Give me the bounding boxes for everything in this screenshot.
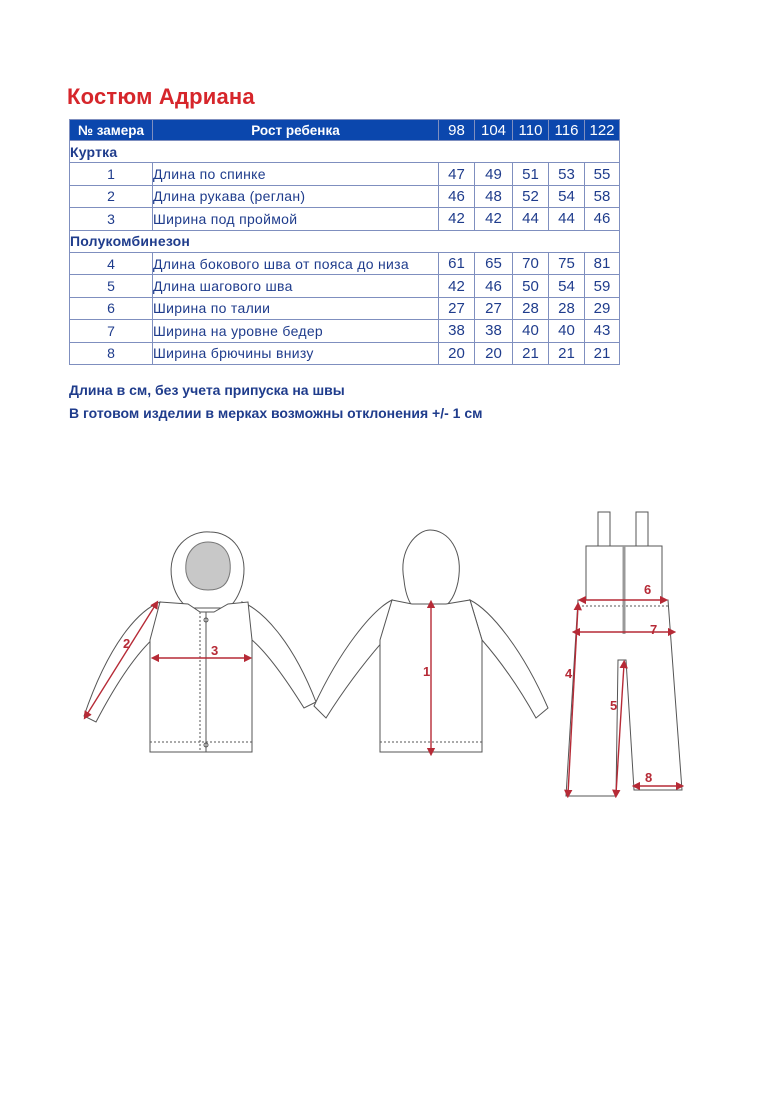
row-number: 2 <box>70 185 153 207</box>
row-value: 48 <box>475 185 513 207</box>
row-value: 47 <box>439 163 475 185</box>
row-number: 5 <box>70 275 153 297</box>
row-value: 46 <box>585 208 620 230</box>
page-title: Костюм Адриана <box>67 84 255 109</box>
overalls-drawing <box>566 512 682 796</box>
header-size: 98 <box>439 120 475 141</box>
row-name: Длина по спинке <box>153 163 439 185</box>
row-value: 46 <box>475 275 513 297</box>
row-value: 27 <box>439 297 475 319</box>
header-size: 110 <box>513 120 549 141</box>
row-number: 3 <box>70 208 153 230</box>
row-value: 20 <box>475 342 513 364</box>
jacket-front-drawing <box>84 532 316 752</box>
row-value: 54 <box>549 275 585 297</box>
row-name: Длина шагового шва <box>153 275 439 297</box>
measure-label-5: 5 <box>610 698 618 713</box>
section-title: Куртка <box>70 141 620 163</box>
row-value: 43 <box>585 320 620 342</box>
row-name: Ширина под проймой <box>153 208 439 230</box>
row-value: 42 <box>439 208 475 230</box>
row-value: 42 <box>475 208 513 230</box>
row-value: 59 <box>585 275 620 297</box>
row-value: 70 <box>513 252 549 274</box>
row-value: 38 <box>439 320 475 342</box>
row-value: 54 <box>549 185 585 207</box>
measure-label-4: 4 <box>565 666 573 681</box>
header-size: 104 <box>475 120 513 141</box>
measure-label-8: 8 <box>645 770 653 785</box>
header-size: 116 <box>549 120 585 141</box>
row-name: Длина бокового шва от пояса до низа <box>153 252 439 274</box>
row-value: 46 <box>439 185 475 207</box>
row-value: 49 <box>475 163 513 185</box>
row-name: Ширина по талии <box>153 297 439 319</box>
row-value: 75 <box>549 252 585 274</box>
row-value: 20 <box>439 342 475 364</box>
row-value: 21 <box>549 342 585 364</box>
row-number: 6 <box>70 297 153 319</box>
row-value: 44 <box>513 208 549 230</box>
row-value: 38 <box>475 320 513 342</box>
row-value: 27 <box>475 297 513 319</box>
measure-label-3: 3 <box>211 643 219 658</box>
row-value: 21 <box>585 342 620 364</box>
row-value: 61 <box>439 252 475 274</box>
row-value: 40 <box>513 320 549 342</box>
row-name: Длина рукава (реглан) <box>153 185 439 207</box>
row-number: 7 <box>70 320 153 342</box>
header-measure-number: № замера <box>70 120 153 141</box>
header-size: 122 <box>585 120 620 141</box>
row-name: Ширина на уровне бедер <box>153 320 439 342</box>
row-value: 28 <box>513 297 549 319</box>
row-value: 29 <box>585 297 620 319</box>
row-value: 52 <box>513 185 549 207</box>
header-child-height: Рост ребенка <box>153 120 439 141</box>
measure-label-7: 7 <box>650 622 658 637</box>
row-value: 65 <box>475 252 513 274</box>
row-value: 50 <box>513 275 549 297</box>
measure-label-1: 1 <box>423 664 431 679</box>
row-name: Ширина брючины внизу <box>153 342 439 364</box>
section-title: Полукомбинезон <box>70 230 620 252</box>
row-value: 53 <box>549 163 585 185</box>
row-number: 8 <box>70 342 153 364</box>
row-value: 28 <box>549 297 585 319</box>
measure-line-2 <box>86 604 156 716</box>
row-number: 4 <box>70 252 153 274</box>
measure-label-2: 2 <box>123 636 131 651</box>
row-value: 81 <box>585 252 620 274</box>
row-number: 1 <box>70 163 153 185</box>
note-tolerance: В готовом изделии в мерках возможны отклонения +/- 1 см <box>69 405 483 421</box>
row-value: 44 <box>549 208 585 230</box>
note-units: Длина в см, без учета припуска на швы <box>69 382 345 398</box>
row-value: 51 <box>513 163 549 185</box>
row-value: 21 <box>513 342 549 364</box>
measure-label-6: 6 <box>644 582 652 597</box>
row-value: 55 <box>585 163 620 185</box>
row-value: 42 <box>439 275 475 297</box>
row-value: 40 <box>549 320 585 342</box>
row-value: 58 <box>585 185 620 207</box>
